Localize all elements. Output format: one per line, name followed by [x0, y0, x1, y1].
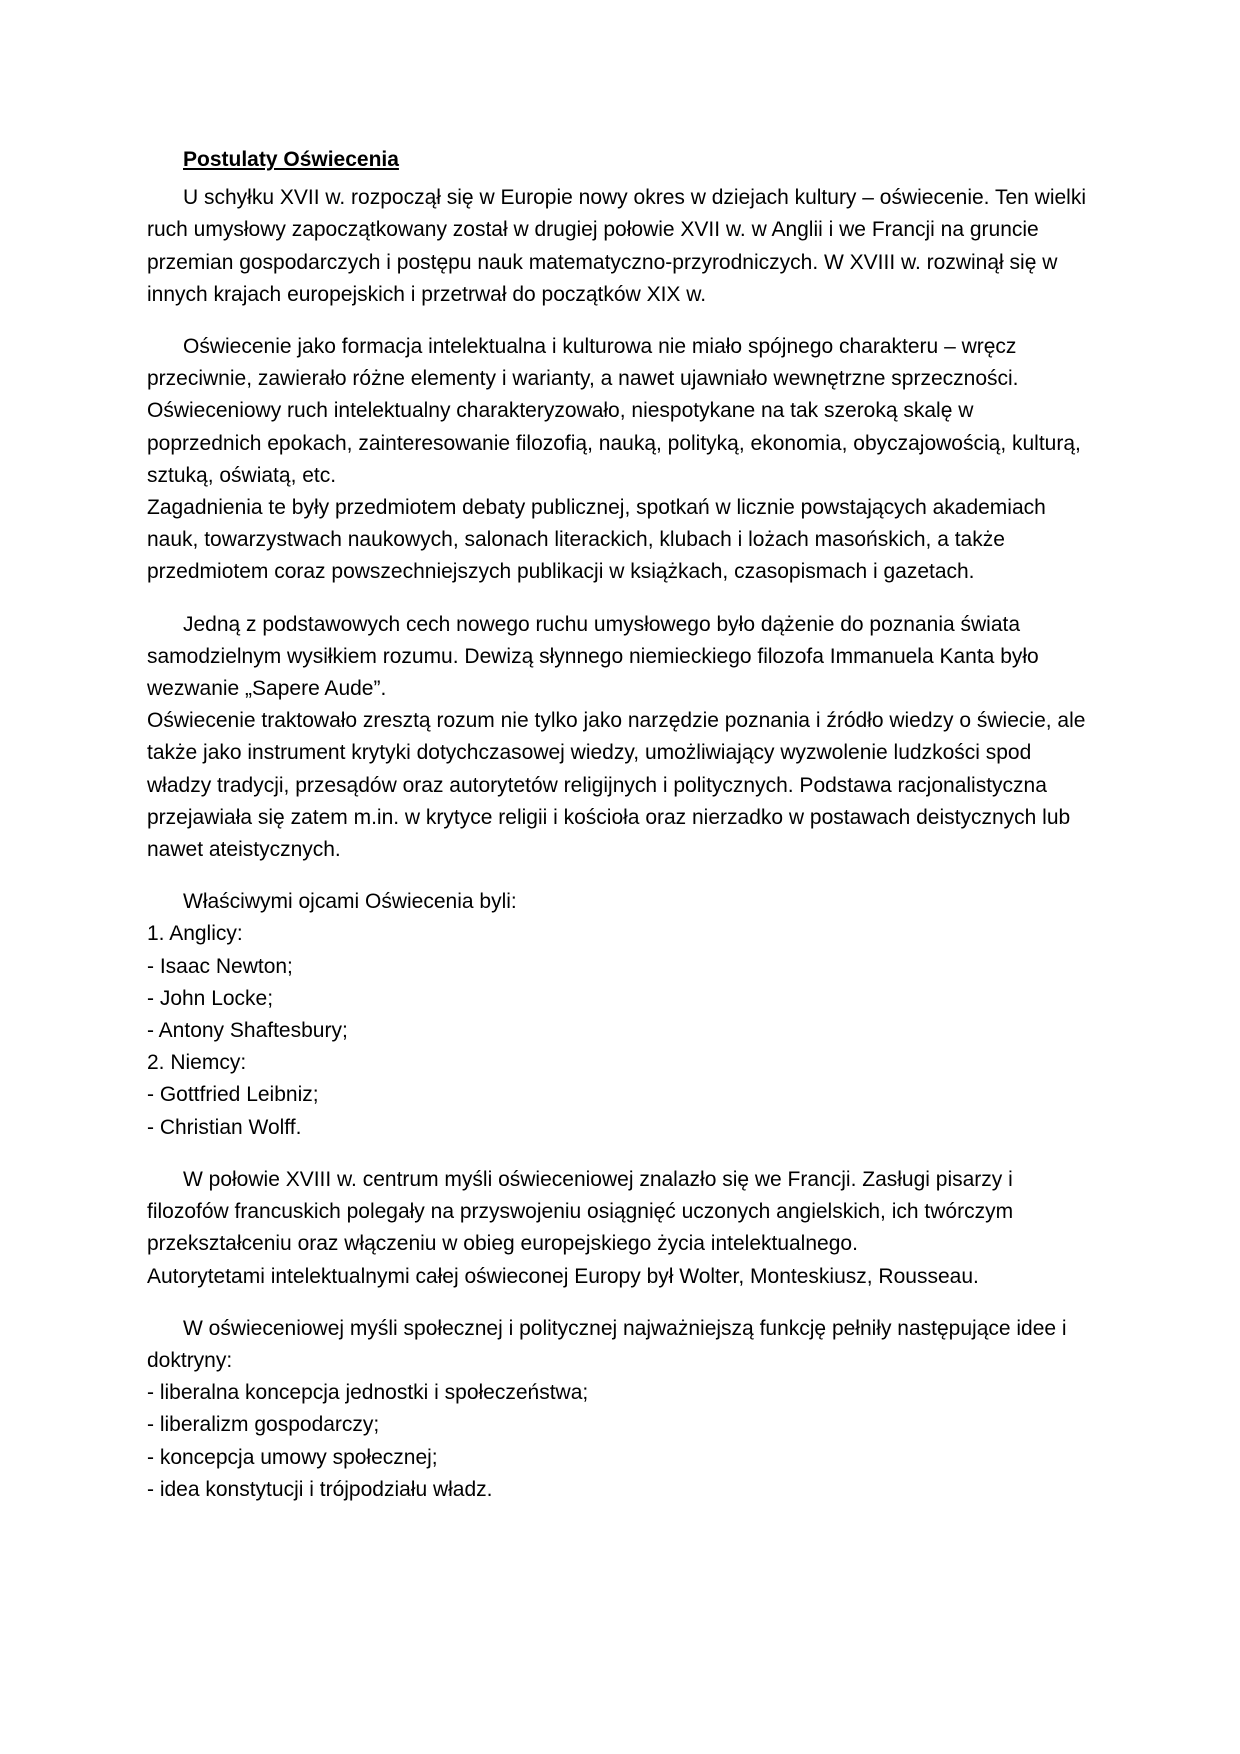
paragraph-reason: Jedną z podstawowych cech nowego ruchu umysłowego było dążenie do poznania świata samodzielnym wysiłkiem rozumu. Dewizą słynnego niemieckiego filozofa Immanuela Kanta było wezwanie „Sapere Aude”. — [147, 612, 1039, 701]
paragraph-authorities: Autorytetami intelektualnymi całej oświeconej Europy był Wolter, Monteskiusz, Rousseau. — [147, 1264, 979, 1288]
list-item: - John Locke; — [147, 986, 274, 1010]
fathers-intro: Właściwymi ojcami Oświecenia byli: — [183, 890, 517, 914]
list-item: - liberalna koncepcja jednostki i społeczeństwa; — [147, 1381, 589, 1405]
list-item: 2. Niemcy: — [147, 1051, 247, 1075]
ideas-intro: W oświeceniowej myśli społecznej i politycznej najważniejszą funkcję pełniły następujące idee i doktryny: — [147, 1316, 1067, 1372]
document-title: Postulaty Oświecenia — [183, 148, 399, 171]
list-item: - koncepcja umowy społecznej; — [147, 1445, 438, 1469]
paragraph-intro: U schyłku XVII w. rozpoczął się w Europie nowy okres w dziejach kultury – oświecenie. Ten wielki ruch umysłowy zapoczątkowany został w drugiej połowie XVII w. w Anglii i we Francji na gruncie przemian gospodarczych i postępu nauk matematyczno-przyrodniczych. W XVIII w. rozwinął się w innych krajach europejskich i przetrwał do początków XIX w. — [147, 186, 1086, 306]
list-item: - Antony Shaftesbury; — [147, 1019, 348, 1043]
list-item: - Isaac Newton; — [147, 954, 293, 978]
paragraph-france: W połowie XVIII w. centrum myśli oświeceniowej znalazło się we Francji. Zasługi pisarzy i filozofów francuskich polegały na przyswojeniu osiągnięć uczonych angielskich, ich twórczym przekształceniu oraz włączeniu w obieg europejskiego życia intelektualnego. — [147, 1167, 1014, 1256]
list-item: - liberalizm gospodarczy; — [147, 1413, 380, 1437]
list-item: - Christian Wolff. — [147, 1115, 302, 1139]
paragraph-critique: Oświecenie traktowało zresztą rozum nie tylko jako narzędzie poznania i źródło wiedzy o świecie, ale także jako instrument krytyki dotychczasowej wiedzy, umożliwiający wyzwolenie ludzkości spod władzy tradycji, przesądów oraz autorytetów religijnych i politycznych. Podstawa racjonalistyczna przejawiała się zatem m.in. w krytyce religii i kościoła oraz nierzadko w postawach deistycznych lub nawet ateistycznych. — [147, 709, 1086, 862]
list-item: - idea konstytucji i trójpodziału władz. — [147, 1477, 493, 1501]
fathers-list — [147, 886, 1092, 1144]
paragraph-debate: Zagadnienia te były przedmiotem debaty publicznej, spotkań w licznie powstających akademiach nauk, towarzystwach naukowych, salonach literackich, klubach i lożach masońskich, a także przedmiotem coraz powszechniejszych publikacji w książkach, czasopismach i gazetach. — [147, 496, 1046, 584]
ideas-list — [147, 1313, 1092, 1506]
list-item: - Gottfried Leibniz; — [147, 1083, 319, 1107]
paragraph-character: Oświecenie jako formacja intelektualna i kulturowa nie miało spójnego charakteru – wręcz przeciwnie, zawierało różne elementy i warianty, a nawet ujawniało wewnętrzne sprzeczności. Oświeceniowy ruch intelektualny charakteryzowało, niespotykane na tak szeroką skalę w poprzednich epokach, zainteresowanie filozofią, nauką, polityką, ekonomia, obyczajowością, kulturą, sztuką, oświatą, etc. — [147, 335, 1081, 487]
list-item: 1. Anglicy: — [147, 922, 243, 946]
document-page — [147, 144, 1092, 1526]
